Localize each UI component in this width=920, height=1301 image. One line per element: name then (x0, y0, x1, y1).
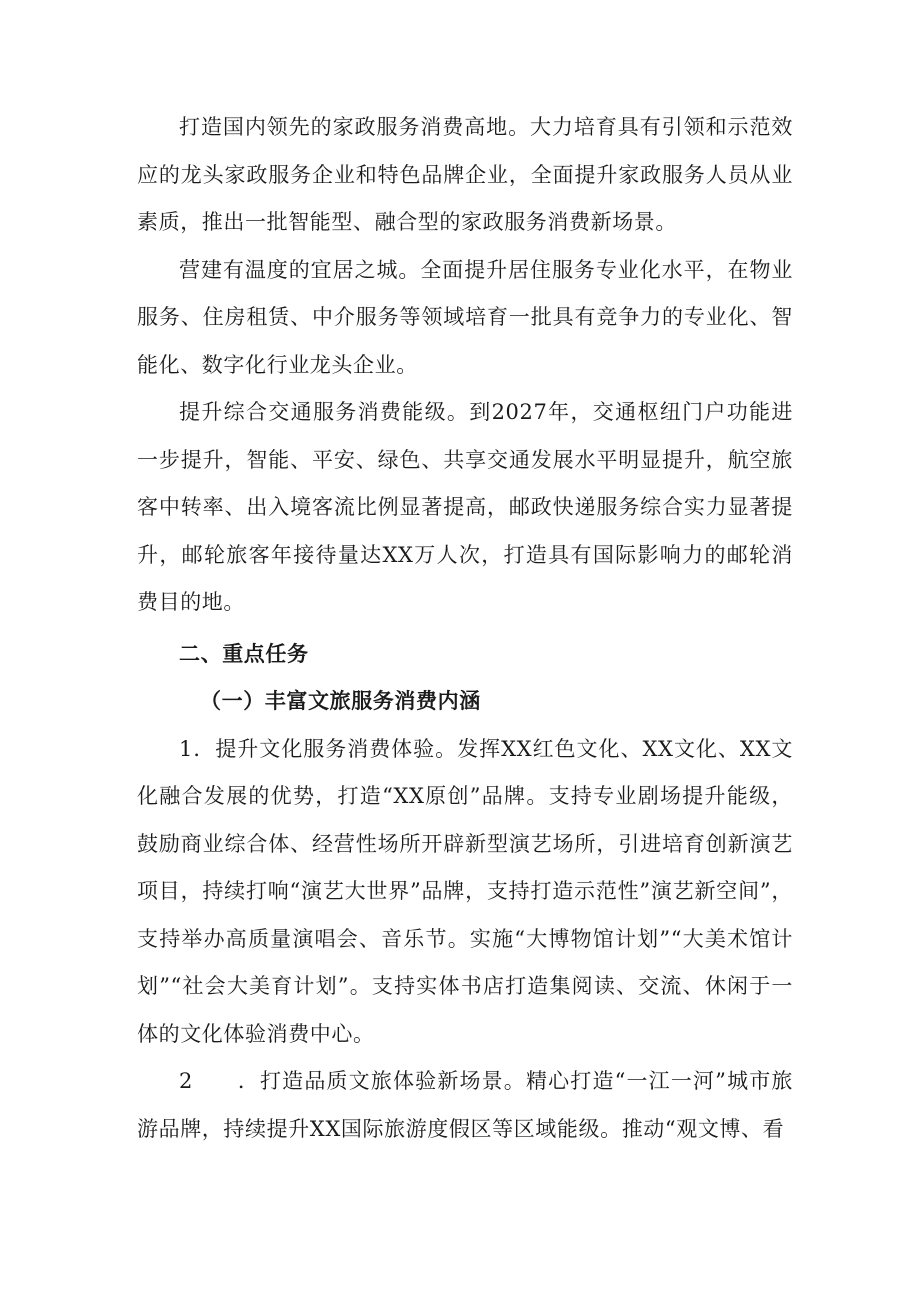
section-heading: 二、重点任务 (179, 641, 309, 666)
subsection-heading: （一）丰富文旅服务消费内涵 (200, 689, 481, 713)
paragraph-housekeeping: 打造国内领先的家政服务消费高地。大力培育具有引领和示范效应的龙头家政服务企业和特色品牌企业，全面提升家政服务人员从业素质，推出一批智能型、融合型的家政服务消费新场景。 (137, 115, 793, 234)
paragraph-transport: 提升综合交通服务消费能级。到2027年，交通枢纽门户功能进一步提升，智能、平安、绿色、共享交通发展水平明显提升，航空旅客中转率、出入境客流比例显著提高，邮政快递服务综合实力显著提升，邮轮旅客年接待量达XX万人次，打造具有国际影响力的邮轮消费目的地。 (137, 400, 793, 614)
document-body (137, 104, 793, 1153)
list-item-culture: 1．提升文化服务消费体验。发挥XX红色文化、XX文化、XX文化融合发展的优势，打造“XX原创”品牌。支持专业剧场提升能级，鼓励商业综合体、经营性场所开辟新型演艺场所，引进培育创新演艺项目，持续打响“演艺大世界”品牌，支持打造示范性”演艺新空间”，支持举办高质量演唱会、音乐节。实施“大博物馆计划”“大美术馆计划”“社会大美育计划”。支持实体书店打造集阅读、交流、休闲于一体的文化体验消费中心。 (137, 736, 793, 1046)
list-item-tourism: 2 ．打造品质文旅体验新场景。精心打造“一江一河”城市旅游品牌，持续提升XX国际旅游度假区等区域能级。推动“观文博、看 (137, 1069, 793, 1141)
paragraph-livable-city: 营建有温度的宜居之城。全面提升居住服务专业化水平，在物业服务、住房租赁、中介服务等领域培育一批具有竞争力的专业化、智能化、数字化行业龙头企业。 (137, 257, 793, 377)
